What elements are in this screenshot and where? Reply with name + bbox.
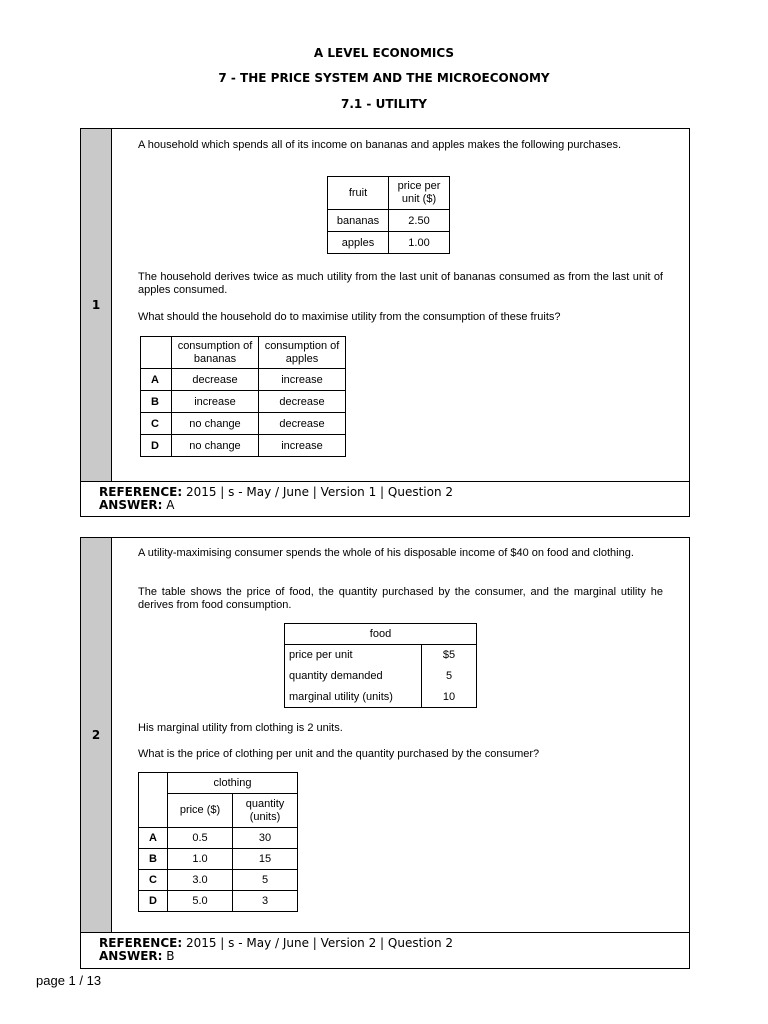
answer-value: A	[162, 498, 175, 512]
blank-header-cell	[141, 337, 172, 369]
apples-header: consumption of apples	[259, 337, 346, 369]
page-number: page 1 / 13	[36, 973, 102, 988]
price-cell: 2.50	[389, 210, 450, 232]
option-letter: B	[139, 849, 168, 870]
price-header: price per unit ($)	[389, 177, 450, 210]
question-1-reference	[81, 481, 689, 515]
clothing-table-title: clothing	[168, 773, 298, 794]
fruit-cell: bananas	[328, 210, 389, 232]
apples-cell: decrease	[259, 391, 346, 413]
apples-cell: decrease	[259, 413, 346, 435]
answer-value: B	[162, 949, 175, 963]
apples-cell: increase	[259, 435, 346, 457]
clothing-quantity-cell: 15	[233, 849, 298, 870]
reference-value: 2015 | s - May / June | Version 1 | Question 2	[182, 485, 454, 499]
question-1-question: What should the household do to maximise utility from the consumption of these fruits?	[138, 311, 561, 323]
clothing-price-cell: 1.0	[168, 849, 233, 870]
question-2-number: 2	[81, 538, 112, 932]
document-subject: A LEVEL ECONOMICS	[313, 46, 455, 60]
question-2-body	[112, 538, 689, 932]
option-letter: A	[139, 828, 168, 849]
option-letter: C	[139, 870, 168, 891]
reference-value: 2015 | s - May / June | Version 2 | Question 2	[182, 936, 454, 950]
clothing-price-cell: 3.0	[168, 870, 233, 891]
option-letter: D	[141, 435, 172, 457]
clothing-options-table	[138, 772, 298, 912]
food-table	[284, 623, 477, 708]
question-2-table-intro: The table shows the price of food, the quantity purchased by the consumer, and the marginal utility he derives from food consumption.	[138, 586, 663, 611]
food-table-title: food	[285, 624, 477, 645]
option-letter: A	[141, 369, 172, 391]
chapter-title: 7 - THE PRICE SYSTEM AND THE MICROECONOMY	[218, 71, 550, 85]
reference-label: REFERENCE:	[99, 936, 183, 950]
food-row-label: quantity demanded	[285, 666, 422, 687]
clothing-quantity-cell: 5	[233, 870, 298, 891]
question-1-options-table	[140, 336, 346, 457]
bananas-header: consumption of bananas	[172, 337, 259, 369]
bananas-cell: no change	[172, 413, 259, 435]
option-letter: D	[139, 891, 168, 912]
question-1-box	[80, 128, 690, 517]
fruit-header: fruit	[328, 177, 389, 210]
reference-label: REFERENCE:	[99, 485, 183, 499]
price-cell: 1.00	[389, 232, 450, 254]
clothing-price-header: price ($)	[168, 794, 233, 828]
question-2-reference	[81, 932, 689, 967]
blank-header-cell	[139, 773, 168, 828]
question-1-number: 1	[81, 129, 112, 481]
bananas-cell: decrease	[172, 369, 259, 391]
apples-cell: increase	[259, 369, 346, 391]
clothing-quantity-cell: 3	[233, 891, 298, 912]
food-row-value: 10	[422, 687, 477, 708]
food-row-value: $5	[422, 645, 477, 666]
fruit-cell: apples	[328, 232, 389, 254]
question-2-question: What is the price of clothing per unit and the quantity purchased by the consumer?	[138, 748, 540, 760]
food-row-label: marginal utility (units)	[285, 687, 422, 708]
food-row-label: price per unit	[285, 645, 422, 666]
clothing-quantity-cell: 30	[233, 828, 298, 849]
bananas-cell: increase	[172, 391, 259, 413]
section-title: 7.1 - UTILITY	[341, 97, 427, 111]
fruit-price-table	[327, 176, 450, 254]
option-letter: B	[141, 391, 172, 413]
answer-label: ANSWER:	[99, 498, 163, 512]
question-1-intro: A household which spends all of its income on bananas and apples makes the following purchases.	[138, 139, 622, 151]
option-letter: C	[141, 413, 172, 435]
bananas-cell: no change	[172, 435, 259, 457]
clothing-quantity-header: quantity (units)	[233, 794, 298, 828]
answer-label: ANSWER:	[99, 949, 163, 963]
question-2-intro: A utility-maximising consumer spends the whole of his disposable income of $40 on food and clothing.	[138, 547, 634, 559]
food-row-value: 5	[422, 666, 477, 687]
clothing-utility-note: His marginal utility from clothing is 2 units.	[138, 722, 343, 734]
clothing-price-cell: 5.0	[168, 891, 233, 912]
question-2-box	[80, 537, 690, 969]
question-1-statement: The household derives twice as much utility from the last unit of bananas consumed as from the last unit of apples consumed.	[138, 271, 663, 296]
question-1-body	[112, 129, 689, 481]
clothing-price-cell: 0.5	[168, 828, 233, 849]
